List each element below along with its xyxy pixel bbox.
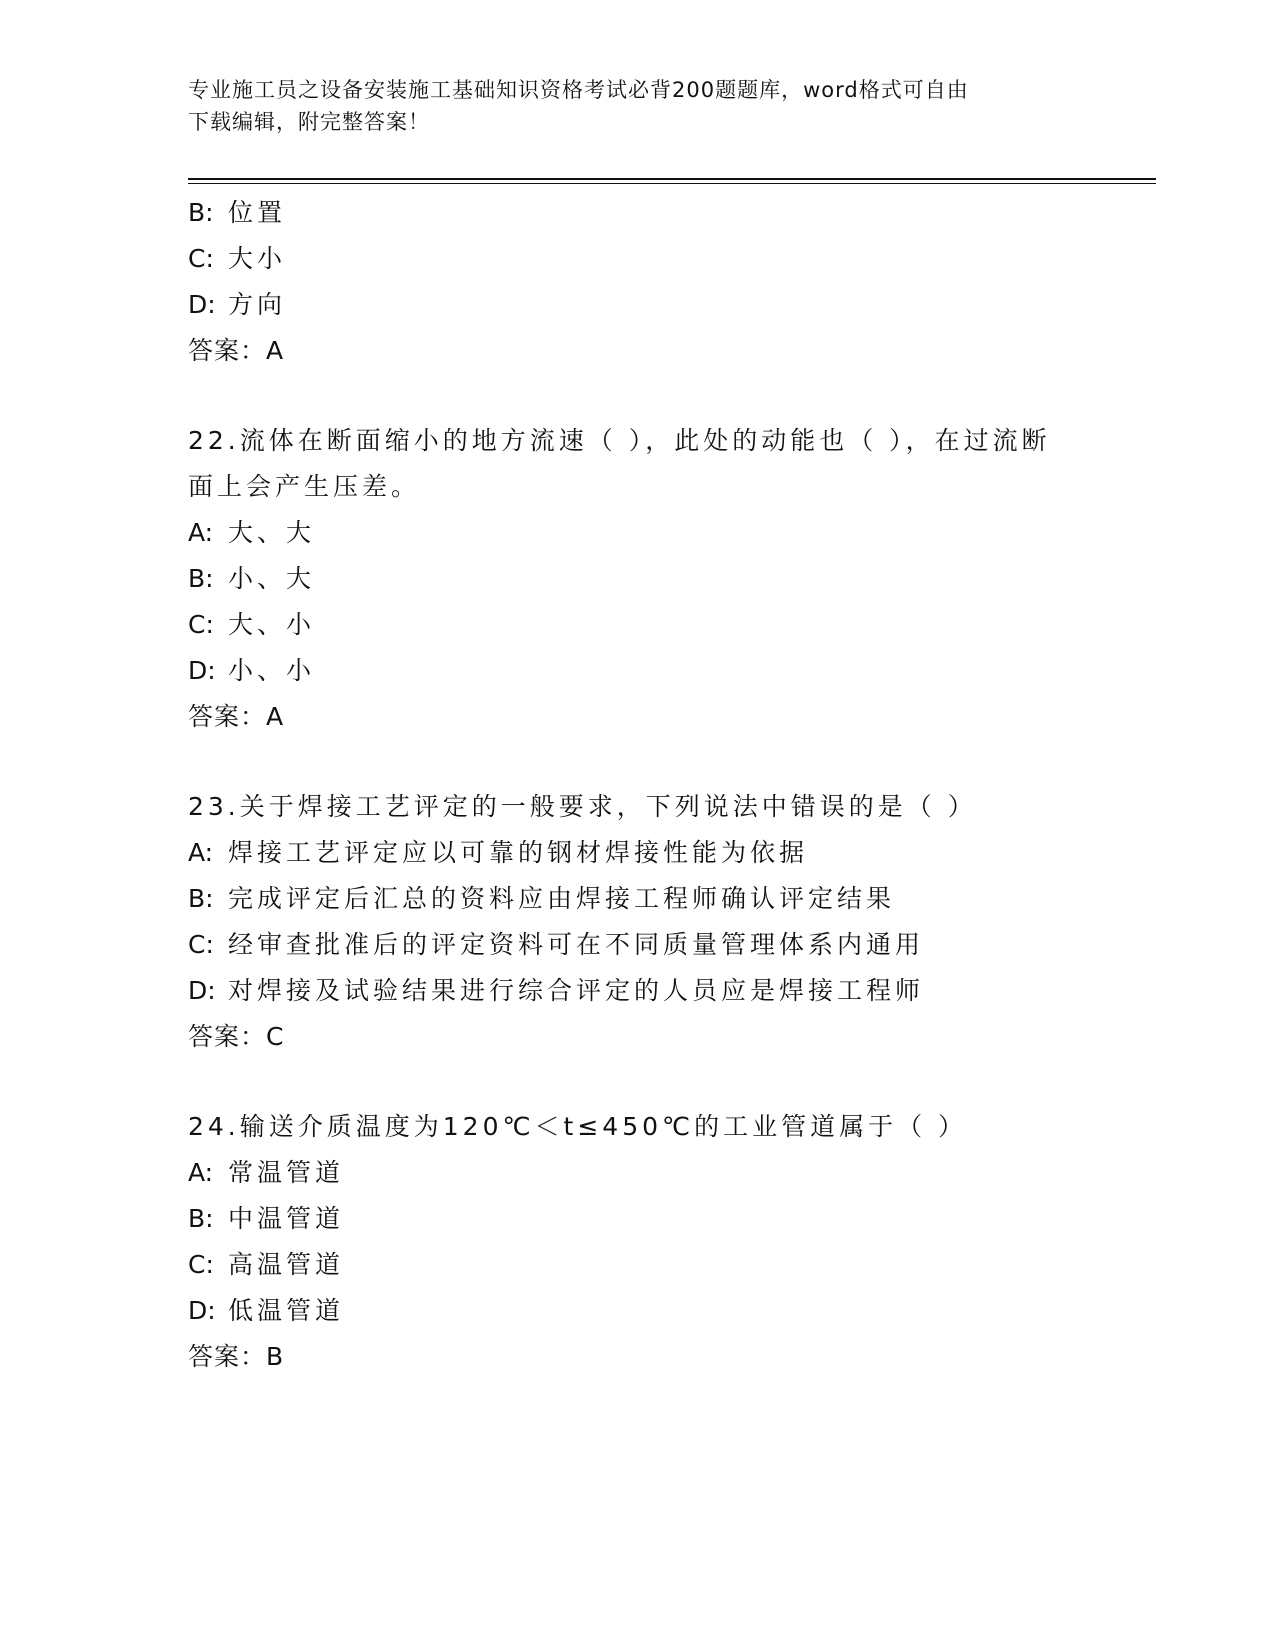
option-letter: C: <box>188 244 214 273</box>
header-divider-thin <box>188 183 1156 184</box>
option-letter: B: <box>188 564 214 593</box>
option-letter: B: <box>188 198 214 227</box>
option-text: 大小 <box>228 244 287 273</box>
option-text: 完成评定后汇总的资料应由焊接工程师确认评定结果 <box>228 884 896 913</box>
option-text: 大、小 <box>228 610 316 639</box>
answer: 答案：A <box>188 336 285 365</box>
spacer <box>188 374 1148 418</box>
option-text: 焊接工艺评定应以可靠的钢材焊接性能为依据 <box>228 838 809 867</box>
option-b <box>188 876 1148 922</box>
option-letter: B: <box>188 1204 214 1233</box>
option-text: 小、小 <box>228 656 316 685</box>
option-b <box>188 556 1148 602</box>
spacer <box>188 740 1148 784</box>
option-letter: C: <box>188 1250 214 1279</box>
question-stem: 24.输送介质温度为120℃＜t≤450℃的工业管道属于（ ） <box>188 1112 968 1141</box>
header-title-line-2: 下载编辑，附完整答案！ <box>188 110 430 134</box>
option-c <box>188 236 1148 282</box>
option-letter: D: <box>188 656 216 685</box>
option-c <box>188 1242 1148 1288</box>
option-letter: C: <box>188 610 214 639</box>
option-a <box>188 1150 1148 1196</box>
answer: 答案：A <box>188 702 285 731</box>
question-23 <box>188 784 1148 1060</box>
option-d <box>188 282 1148 328</box>
option-letter: A: <box>188 518 214 547</box>
question-stem-continued: 面上会产生压差。 <box>188 472 421 501</box>
answer: 答案：C <box>188 1022 285 1051</box>
option-text: 中温管道 <box>228 1204 345 1233</box>
option-a <box>188 830 1148 876</box>
header-title-line-1: 专业施工员之设备安装施工基础知识资格考试必背200题题库，word格式可自由 <box>188 78 969 102</box>
option-text: 方向 <box>228 290 287 319</box>
option-text: 低温管道 <box>228 1296 345 1325</box>
spacer <box>188 1060 1148 1104</box>
option-letter: A: <box>188 838 214 867</box>
question-22 <box>188 418 1148 740</box>
question-list <box>188 190 1148 1380</box>
option-text: 位置 <box>228 198 287 227</box>
option-text: 对焊接及试验结果进行综合评定的人员应是焊接工程师 <box>228 976 925 1005</box>
answer: 答案：B <box>188 1342 285 1371</box>
document-header <box>188 74 1088 138</box>
option-c <box>188 602 1148 648</box>
option-b <box>188 190 1148 236</box>
option-a <box>188 510 1148 556</box>
question-stem: 23.关于焊接工艺评定的一般要求，下列说法中错误的是（ ） <box>188 792 977 821</box>
option-b <box>188 1196 1148 1242</box>
option-d <box>188 968 1148 1014</box>
option-letter: B: <box>188 884 214 913</box>
question-24 <box>188 1104 1148 1380</box>
question-stem: 22.流体在断面缩小的地方流速（ ），此处的动能也（ ），在过流断 <box>188 426 1051 455</box>
option-d <box>188 648 1148 694</box>
option-text: 大、大 <box>228 518 316 547</box>
option-text: 常温管道 <box>228 1158 345 1187</box>
option-letter: A: <box>188 1158 214 1187</box>
header-divider-thick <box>188 178 1156 180</box>
option-d <box>188 1288 1148 1334</box>
option-text: 高温管道 <box>228 1250 345 1279</box>
option-letter: D: <box>188 1296 216 1325</box>
option-c <box>188 922 1148 968</box>
option-letter: D: <box>188 976 216 1005</box>
option-text: 小、大 <box>228 564 316 593</box>
question-21-continued <box>188 190 1148 374</box>
option-letter: D: <box>188 290 216 319</box>
option-text: 经审查批准后的评定资料可在不同质量管理体系内通用 <box>228 930 925 959</box>
option-letter: C: <box>188 930 214 959</box>
